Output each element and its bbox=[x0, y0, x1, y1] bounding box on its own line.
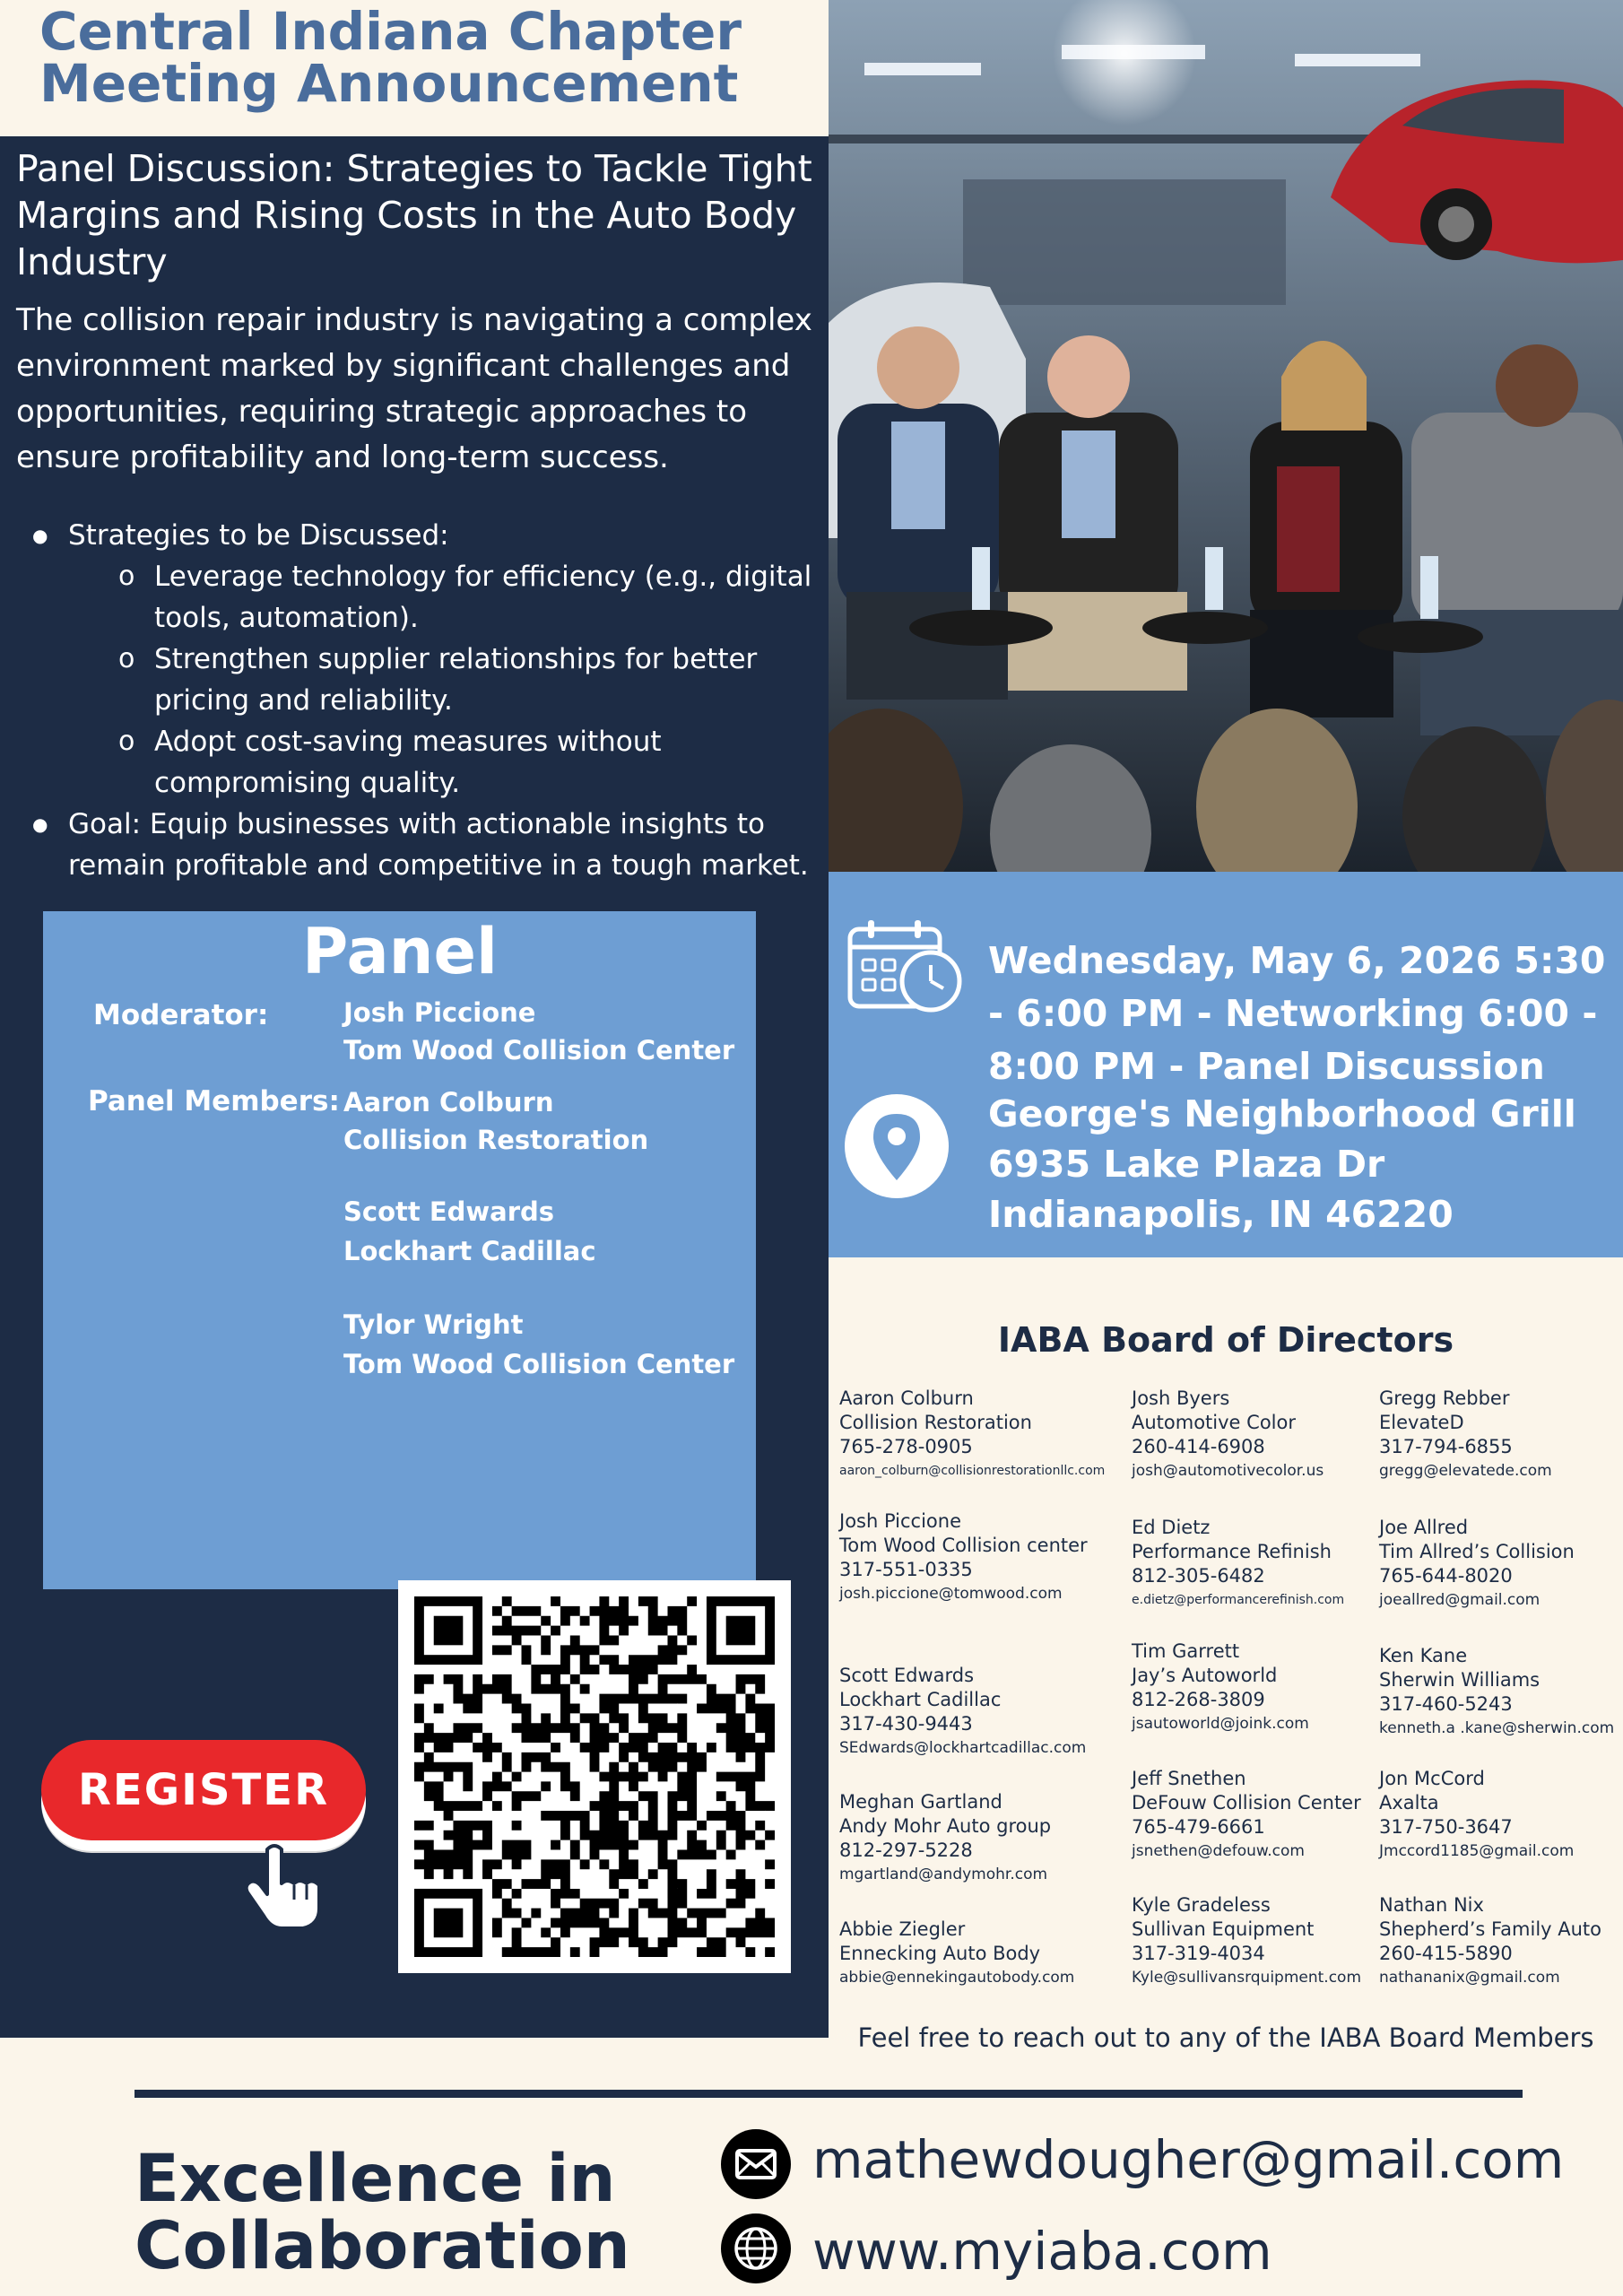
board-member-company: Shepherd’s Family Auto bbox=[1379, 1918, 1602, 1940]
board-member-phone: 317-551-0335 bbox=[839, 1559, 973, 1580]
board-member-email[interactable]: jsnethen@defouw.com bbox=[1132, 1842, 1305, 1860]
strategies-label: Strategies to be Discussed: bbox=[68, 519, 449, 552]
board-member-company: Tom Wood Collision center bbox=[839, 1535, 1088, 1556]
board-member-phone: 317-750-3647 bbox=[1379, 1816, 1513, 1838]
board-member-phone: 765-278-0905 bbox=[839, 1436, 973, 1457]
register-button[interactable]: REGISTER bbox=[41, 1740, 366, 1840]
board-member-phone: 317-430-9443 bbox=[839, 1713, 973, 1735]
board-member-name: Meghan Gartland bbox=[839, 1791, 1002, 1813]
board-member-company: DeFouw Collision Center bbox=[1132, 1792, 1361, 1813]
discussion-heading: Panel Discussion: Strategies to Tackle Tight Margins and Rising Costs in the Auto Body Industry bbox=[16, 147, 812, 283]
board-member-name: Jeff Snethen bbox=[1132, 1768, 1246, 1789]
event-info bbox=[829, 872, 1623, 1257]
board-member-name: Ken Kane bbox=[1379, 1645, 1468, 1666]
board-member-phone: 260-414-6908 bbox=[1132, 1436, 1265, 1457]
board-member-card bbox=[1379, 1767, 1574, 1864]
board-member-card bbox=[1132, 1387, 1324, 1483]
pointer-hand-icon bbox=[240, 1840, 339, 1930]
board-member-card bbox=[1379, 1387, 1552, 1483]
panel-member-name: Aaron Colburn bbox=[343, 1087, 554, 1118]
reach-out-note: Feel free to reach out to any of the IABA Board Members bbox=[857, 2022, 1594, 2053]
board-member-company: Collision Restoration bbox=[839, 1412, 1032, 1433]
list-item: o Leverage technology for efficiency (e.g., digital tools, automation). bbox=[68, 556, 821, 639]
board-member-phone: 317-319-4034 bbox=[1132, 1943, 1265, 1964]
board-member-name: Scott Edwards bbox=[839, 1665, 975, 1686]
registration-qr-code[interactable] bbox=[398, 1580, 791, 1973]
panel-member-company: Tom Wood Collision Center bbox=[343, 1349, 735, 1379]
left-info-panel bbox=[0, 136, 829, 2038]
board-member-email[interactable]: kenneth.a .kane@sherwin.com bbox=[1379, 1719, 1615, 1737]
qr-code-image bbox=[414, 1596, 775, 1957]
tagline: Excellence in Collaboration bbox=[135, 2141, 630, 2284]
board-member-phone: 765-479-6661 bbox=[1132, 1816, 1265, 1838]
board-member-company: Jay’s Autoworld bbox=[1132, 1665, 1278, 1686]
board-member-company: Automotive Color bbox=[1132, 1412, 1296, 1433]
event-location: George's Neighborhood Grill 6935 Lake Plaza Dr Indianapolis, IN 46220 bbox=[988, 1092, 1576, 1236]
list-item: o Adopt cost-saving measures without compromising quality. bbox=[68, 721, 821, 804]
list-item bbox=[32, 515, 821, 804]
board-member-card bbox=[839, 1664, 1086, 1761]
board-member-email[interactable]: joeallred@gmail.com bbox=[1379, 1591, 1541, 1609]
board-member-card bbox=[1132, 1516, 1344, 1613]
board-member-card bbox=[839, 1387, 1105, 1483]
board-member-email[interactable]: e.dietz@performancerefinish.com bbox=[1132, 1593, 1345, 1607]
board-member-name: Ed Dietz bbox=[1132, 1517, 1211, 1538]
board-member-phone: 260-415-5890 bbox=[1379, 1943, 1513, 1964]
board-member-name: Kyle Gradeless bbox=[1132, 1894, 1271, 1916]
board-member-email[interactable]: Jmccord1185@gmail.com bbox=[1379, 1842, 1575, 1860]
moderator-company: Tom Wood Collision Center bbox=[343, 1035, 735, 1065]
board-member-name: Jon McCord bbox=[1379, 1768, 1485, 1789]
board-member-email[interactable]: abbie@ennekingautobody.com bbox=[839, 1969, 1075, 1987]
board-member-card bbox=[1379, 1893, 1601, 1990]
board-member-email[interactable]: SEdwards@lockhartcadillac.com bbox=[839, 1739, 1087, 1757]
panel-title: Panel bbox=[302, 915, 498, 988]
globe-icon bbox=[721, 2213, 791, 2283]
board-member-name: Joe Allred bbox=[1379, 1517, 1469, 1538]
board-member-company: Andy Mohr Auto group bbox=[839, 1815, 1052, 1837]
board-member-card bbox=[1132, 1767, 1361, 1864]
panel-member-name: Tylor Wright bbox=[343, 1309, 524, 1340]
board-member-name: Nathan Nix bbox=[1379, 1894, 1484, 1916]
board-member-card bbox=[1379, 1516, 1575, 1613]
board-member-phone: 812-268-3809 bbox=[1132, 1689, 1265, 1710]
footer-divider bbox=[135, 2090, 1523, 2098]
board-member-card bbox=[1379, 1644, 1614, 1741]
board-member-name: Tim Garrett bbox=[1132, 1640, 1240, 1662]
envelope-icon bbox=[721, 2129, 791, 2199]
panel-member-company: Collision Restoration bbox=[343, 1125, 649, 1155]
intro-paragraph: The collision repair industry is navigating a complex environment marked by significant challenges and opportunities, requiring strategic approaches to ensure profitability and long-term success. bbox=[16, 302, 812, 475]
board-member-email[interactable]: nathananix@gmail.com bbox=[1379, 1969, 1560, 1987]
panel-photo bbox=[829, 0, 1623, 872]
strategy-list bbox=[32, 515, 821, 886]
board-member-name: Josh Byers bbox=[1132, 1387, 1230, 1409]
calendar-clock-icon bbox=[846, 917, 967, 1013]
panel-member-name: Scott Edwards bbox=[343, 1196, 555, 1227]
board-member-name: Aaron Colburn bbox=[839, 1387, 974, 1409]
board-member-card bbox=[839, 1790, 1051, 1887]
board-member-phone: 317-460-5243 bbox=[1379, 1693, 1513, 1715]
board-member-company: Axalta bbox=[1379, 1792, 1439, 1813]
website-link[interactable]: www.myiaba.com bbox=[812, 2221, 1272, 2282]
board-member-card bbox=[1132, 1893, 1361, 1990]
page-title: Central Indiana Chapter Meeting Announcement bbox=[39, 1, 742, 114]
list-item: o Strengthen supplier relationships for better pricing and reliability. bbox=[68, 639, 821, 721]
moderator-name: Josh Piccione bbox=[343, 997, 536, 1028]
board-member-email[interactable]: Kyle@sullivansrquipment.com bbox=[1132, 1969, 1362, 1987]
moderator-label: Moderator: bbox=[93, 999, 269, 1031]
board-member-phone: 317-794-6855 bbox=[1379, 1436, 1513, 1457]
panel-member-company: Lockhart Cadillac bbox=[343, 1236, 596, 1266]
board-member-email[interactable]: gregg@elevatede.com bbox=[1379, 1462, 1552, 1480]
board-member-email[interactable]: josh.piccione@tomwood.com bbox=[839, 1585, 1063, 1603]
board-member-company: Sullivan Equipment bbox=[1132, 1918, 1315, 1940]
board-member-card bbox=[1132, 1639, 1309, 1736]
board-member-company: Sherwin Williams bbox=[1379, 1669, 1541, 1691]
board-member-company: Ennecking Auto Body bbox=[839, 1943, 1041, 1964]
board-member-email[interactable]: jsautoworld@joink.com bbox=[1132, 1715, 1309, 1733]
board-member-company: Tim Allred’s Collision bbox=[1379, 1541, 1575, 1562]
board-title: IABA Board of Directors bbox=[997, 1320, 1454, 1360]
map-pin-icon bbox=[845, 1094, 949, 1198]
event-datetime: Wednesday, May 6, 2026 5:30 - 6:00 PM - Networking 6:00 - 8:00 PM - Panel Discussion bbox=[988, 939, 1606, 1088]
board-member-company: Lockhart Cadillac bbox=[839, 1689, 1002, 1710]
board-member-phone: 812-297-5228 bbox=[839, 1839, 973, 1861]
panel-box bbox=[43, 911, 756, 1589]
contact-email[interactable]: mathewdougher@gmail.com bbox=[812, 2129, 1565, 2190]
board-member-card bbox=[839, 1918, 1074, 1990]
header bbox=[0, 0, 829, 136]
board-member-name: Gregg Rebber bbox=[1379, 1387, 1510, 1409]
board-member-email[interactable]: mgartland@andymohr.com bbox=[839, 1866, 1048, 1883]
board-member-card bbox=[839, 1509, 1088, 1606]
list-item: ● Goal: Equip businesses with actionable insights to remain profitable and competitive in a tough market. bbox=[32, 804, 821, 886]
board-member-phone: 812-305-6482 bbox=[1132, 1565, 1265, 1587]
members-label: Panel Members: bbox=[88, 1085, 340, 1118]
board-member-company: ElevateD bbox=[1379, 1412, 1464, 1433]
board-member-email[interactable]: josh@automotivecolor.us bbox=[1132, 1462, 1324, 1480]
board-member-phone: 765-644-8020 bbox=[1379, 1565, 1513, 1587]
board-member-name: Abbie Ziegler bbox=[839, 1918, 966, 1940]
board-member-name: Josh Piccione bbox=[839, 1510, 962, 1532]
board-member-company: Performance Refinish bbox=[1132, 1541, 1332, 1562]
board-member-email[interactable]: aaron_colburn@collisionrestorationllc.com bbox=[839, 1464, 1106, 1478]
